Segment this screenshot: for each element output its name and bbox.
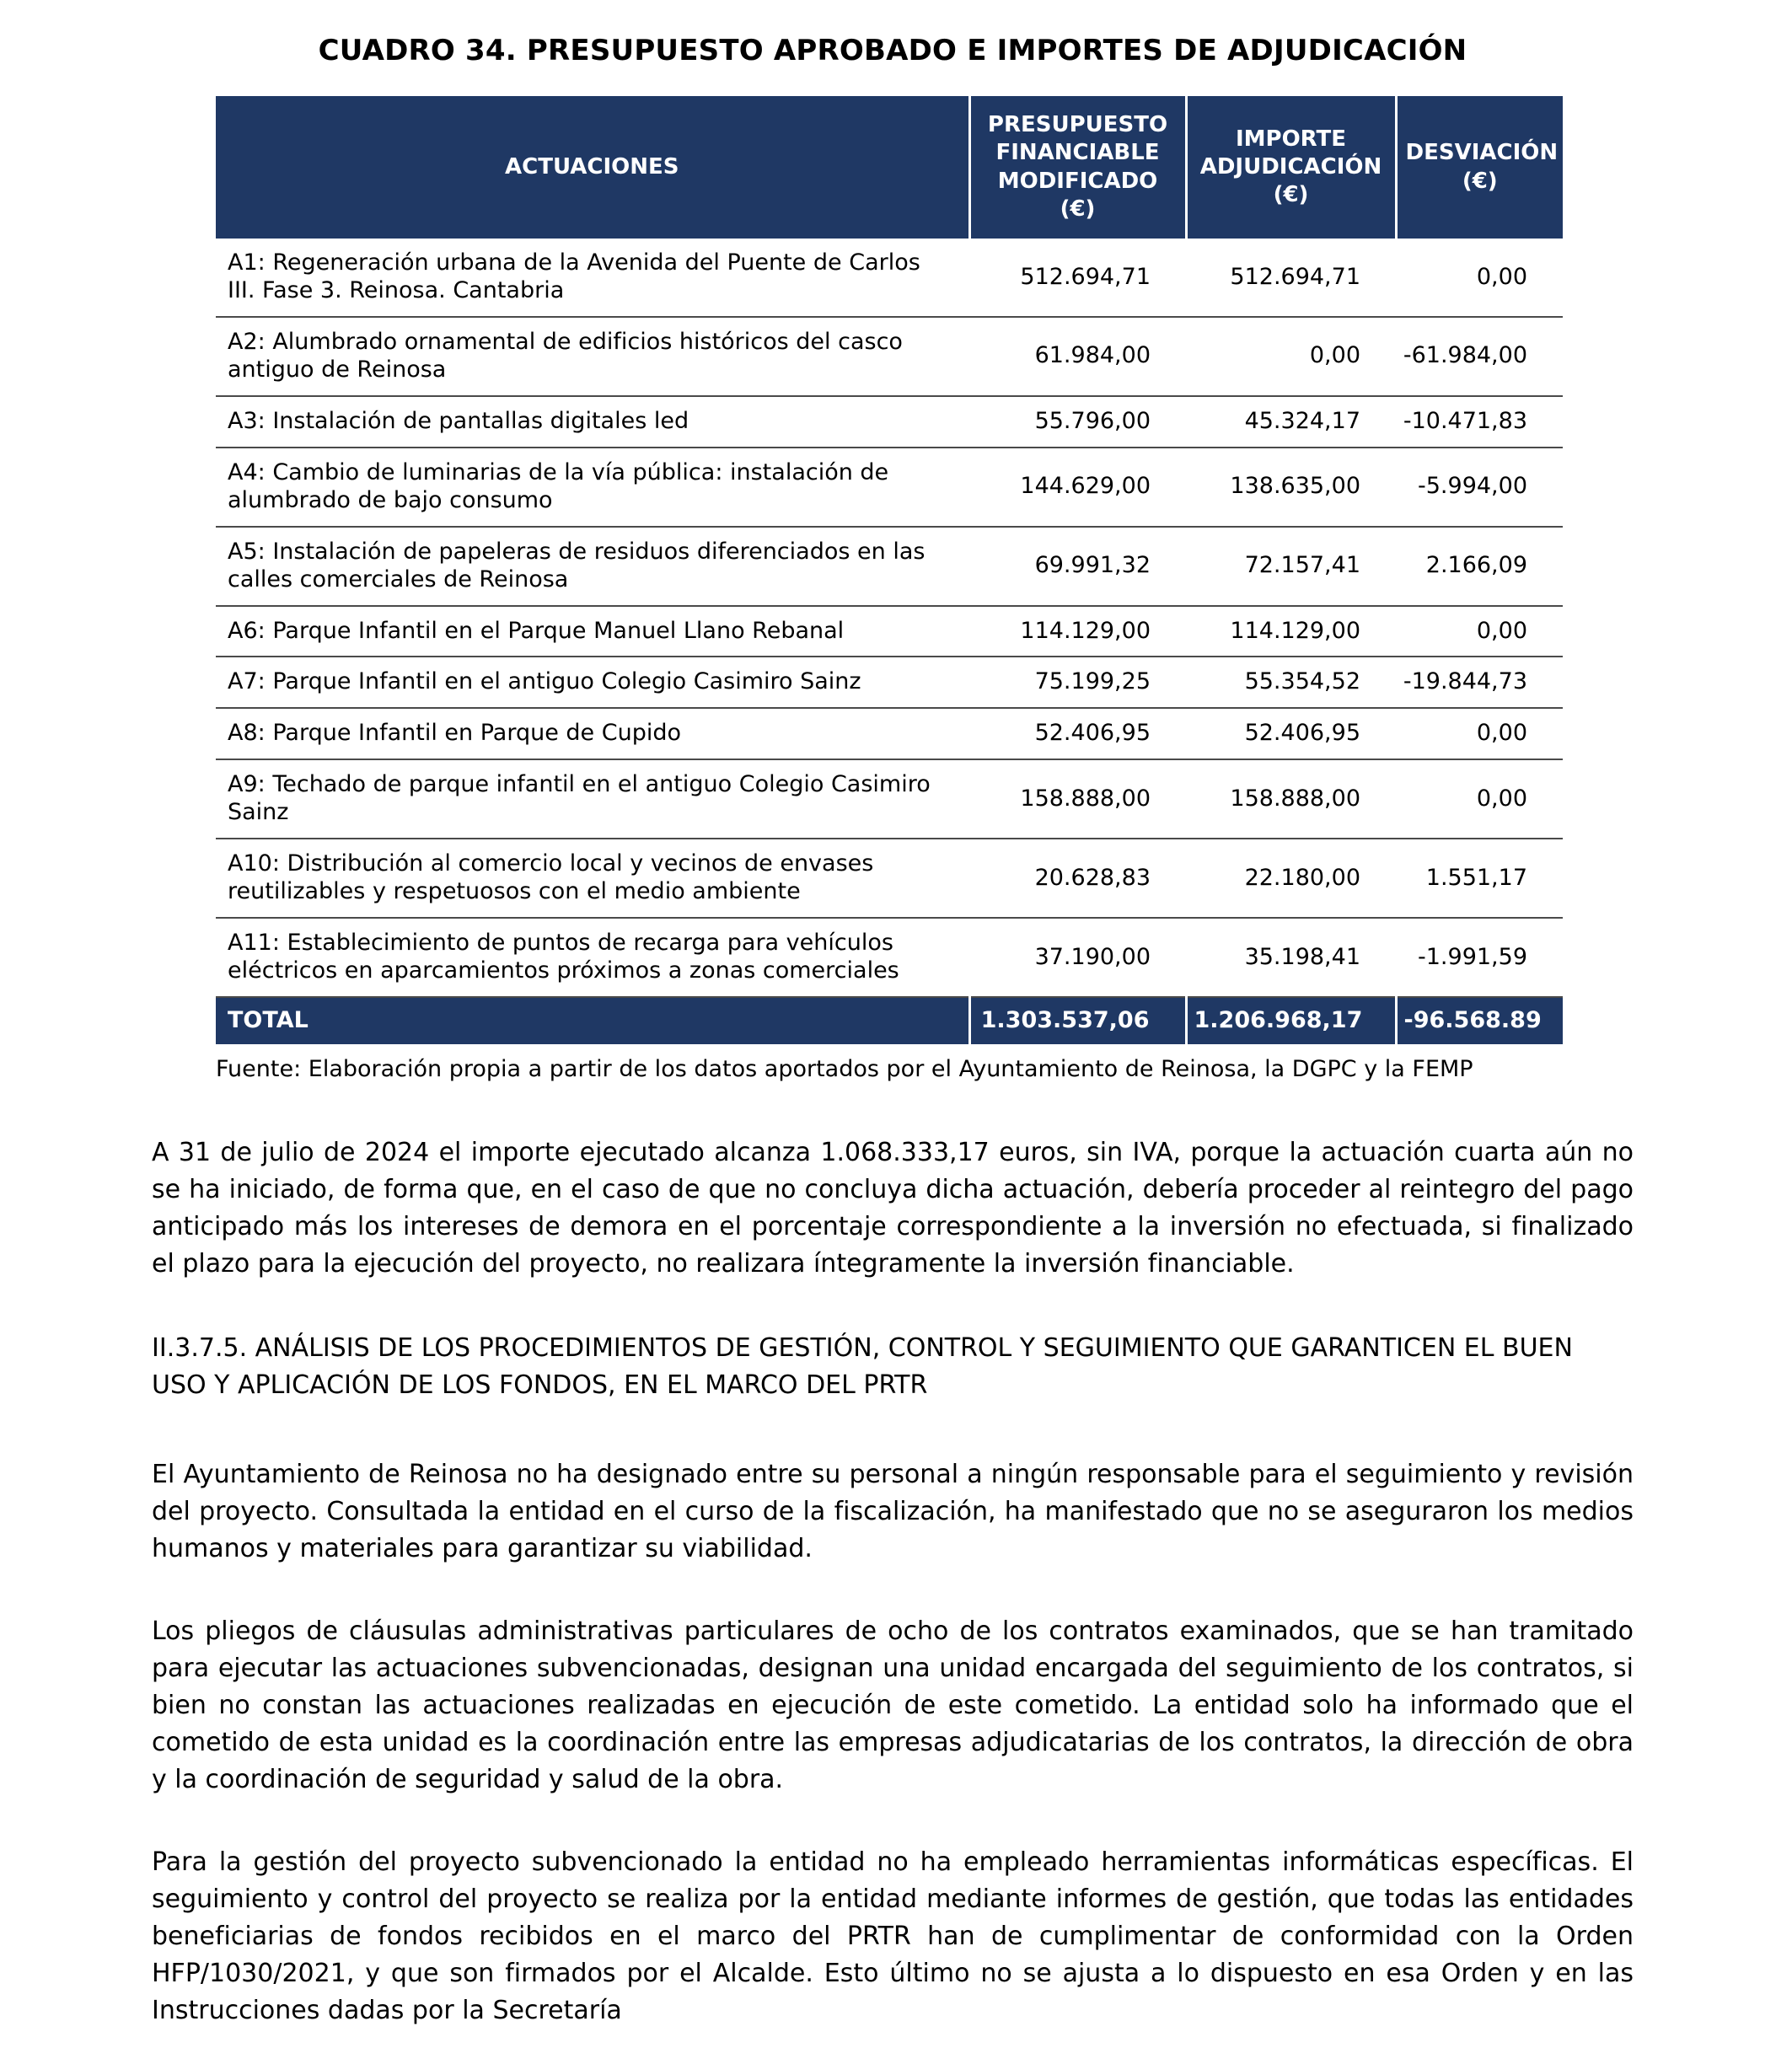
cell-actuacion: A5: Instalación de papeleras de residuos diferenciados en las calles comerciales de Reinosa [216, 527, 969, 606]
total-desviacion: -96.568.89 [1396, 997, 1563, 1044]
cell-actuacion: A11: Establecimiento de puntos de recarga para vehículos eléctricos en aparcamientos próximos a zonas comerciales [216, 918, 969, 997]
table-row-a7 [216, 657, 1563, 708]
cell-presupuesto: 158.888,00 [969, 759, 1186, 839]
section-heading: II.3.7.5. ANÁLISIS DE LOS PROCEDIMIENTOS DE GESTIÓN, CONTROL Y SEGUIMIENTO QUE GARANTICEN EL BUEN USO Y APLICACIÓN DE LOS FONDOS, EN EL MARCO DEL PRTR [152, 1332, 1573, 1400]
cell-presupuesto: 55.796,00 [969, 396, 1186, 448]
cell-desviacion: -5.994,00 [1396, 448, 1563, 527]
total-presupuesto: 1.303.537,06 [969, 997, 1186, 1044]
cell-importe: 0,00 [1186, 317, 1396, 396]
paragraph-pliegos: Los pliegos de cláusulas administrativas particulares de ocho de los contratos examinados, que se han tramitado para ejecutar las actuaciones subvencionadas, designan una unidad encargada del seguimiento de los contratos, si bien no constan las actuaciones realizadas en ejecución de este cometido. La entidad solo ha informado que el cometido de esta unidad es la coordinación entre las empresas adjudicatarias de los contratos, la dirección de obra y la coordinación de seguridad y salud de la obra. [152, 1616, 1634, 1794]
cell-presupuesto: 144.629,00 [969, 448, 1186, 527]
cell-importe: 55.354,52 [1186, 657, 1396, 708]
cell-presupuesto: 37.190,00 [969, 918, 1186, 997]
cell-presupuesto: 20.628,83 [969, 839, 1186, 918]
paragraph-gestion: Para la gestión del proyecto subvencionado la entidad no ha empleado herramientas informáticas específicas. El seguimiento y control del proyecto se realiza por la entidad mediante informes de gestión, que todas las entidades beneficiarias de fondos recibidos en el marco del PRTR han de cumplimentar de conformidad con la Orden HFP/1030/2021, y que son firmados por el Alcalde. Esto último no se ajusta a lo dispuesto en esa Orden y en las Instrucciones dadas por la Secretaría [152, 1847, 1634, 2025]
budget-table [216, 96, 1563, 1044]
table-row-a1 [216, 239, 1563, 317]
cell-importe: 35.198,41 [1186, 918, 1396, 997]
total-importe: 1.206.968,17 [1186, 997, 1396, 1044]
cell-actuacion: A7: Parque Infantil en el antiguo Colegio Casimiro Sainz [216, 657, 969, 708]
cell-actuacion: A4: Cambio de luminarias de la vía pública: instalación de alumbrado de bajo consumo [216, 448, 969, 527]
table-row-a10 [216, 839, 1563, 918]
cell-desviacion: 1.551,17 [1396, 839, 1563, 918]
cell-desviacion: 0,00 [1396, 759, 1563, 839]
column-header-desviacion: DESVIACIÓN (€) [1396, 96, 1563, 239]
total-label: TOTAL [216, 997, 969, 1044]
table-row-a11 [216, 918, 1563, 997]
cell-presupuesto: 114.129,00 [969, 606, 1186, 657]
table-row-a6 [216, 606, 1563, 657]
cell-actuacion: A9: Techado de parque infantil en el antiguo Colegio Casimiro Sainz [216, 759, 969, 839]
cell-importe: 45.324,17 [1186, 396, 1396, 448]
cell-presupuesto: 52.406,95 [969, 708, 1186, 759]
cell-importe: 158.888,00 [1186, 759, 1396, 839]
cell-actuacion: A3: Instalación de pantallas digitales led [216, 396, 969, 448]
table-row-a8 [216, 708, 1563, 759]
cell-desviacion: 0,00 [1396, 708, 1563, 759]
cell-desviacion: -19.844,73 [1396, 657, 1563, 708]
cell-desviacion: 0,00 [1396, 606, 1563, 657]
column-header-actuaciones: ACTUACIONES [216, 96, 969, 239]
column-header-importe: IMPORTE ADJUDICACIÓN (€) [1186, 96, 1396, 239]
cell-presupuesto: 512.694,71 [969, 239, 1186, 317]
cell-importe: 512.694,71 [1186, 239, 1396, 317]
cell-desviacion: 0,00 [1396, 239, 1563, 317]
cell-presupuesto: 75.199,25 [969, 657, 1186, 708]
table-row-a2 [216, 317, 1563, 396]
cell-presupuesto: 69.991,32 [969, 527, 1186, 606]
cell-actuacion: A1: Regeneración urbana de la Avenida del Puente de Carlos III. Fase 3. Reinosa. Cantabria [216, 239, 969, 317]
table-row-a5 [216, 527, 1563, 606]
cell-desviacion: -1.991,59 [1396, 918, 1563, 997]
cell-importe: 114.129,00 [1186, 606, 1396, 657]
cell-desviacion: -10.471,83 [1396, 396, 1563, 448]
cell-importe: 72.157,41 [1186, 527, 1396, 606]
cell-desviacion: -61.984,00 [1396, 317, 1563, 396]
cell-desviacion: 2.166,09 [1396, 527, 1563, 606]
table-row-a4 [216, 448, 1563, 527]
cell-actuacion: A10: Distribución al comercio local y vecinos de envases reutilizables y respetuosos con el medio ambiente [216, 839, 969, 918]
cell-importe: 138.635,00 [1186, 448, 1396, 527]
cell-importe: 52.406,95 [1186, 708, 1396, 759]
cell-importe: 22.180,00 [1186, 839, 1396, 918]
table-row-a3 [216, 396, 1563, 448]
paragraph-execution: A 31 de julio de 2024 el importe ejecutado alcanza 1.068.333,17 euros, sin IVA, porque la actuación cuarta aún no se ha iniciado, de forma que, en el caso de que no concluya dicha actuación, debería proceder al reintegro del pago anticipado más los intereses de demora en el porcentaje correspondiente a la inversión no efectuada, si finalizado el plazo para la ejecución del proyecto, no realizara íntegramente la inversión financiable. [152, 1137, 1634, 1279]
table-total-row [216, 997, 1563, 1044]
cell-actuacion: A6: Parque Infantil en el Parque Manuel Llano Rebanal [216, 606, 969, 657]
cell-actuacion: A8: Parque Infantil en Parque de Cupido [216, 708, 969, 759]
paragraph-responsable: El Ayuntamiento de Reinosa no ha designado entre su personal a ningún responsable para el seguimiento y revisión del proyecto. Consultada la entidad en el curso de la fiscalización, ha manifestado que no se aseguraron los medios humanos y materiales para garantizar su viabilidad. [152, 1459, 1634, 1563]
column-header-presupuesto: PRESUPUESTO FINANCIABLE MODIFICADO (€) [969, 96, 1186, 239]
table-source-note: Fuente: Elaboración propia a partir de los datos aportados por el Ayuntamiento de Reinosa, la DGPC y la FEMP [216, 1055, 1473, 1082]
table-row-a9 [216, 759, 1563, 839]
cell-presupuesto: 61.984,00 [969, 317, 1186, 396]
table-title: CUADRO 34. PRESUPUESTO APROBADO E IMPORTES DE ADJUDICACIÓN [318, 34, 1467, 67]
table-header-row [216, 96, 1563, 239]
cell-actuacion: A2: Alumbrado ornamental de edificios históricos del casco antiguo de Reinosa [216, 317, 969, 396]
